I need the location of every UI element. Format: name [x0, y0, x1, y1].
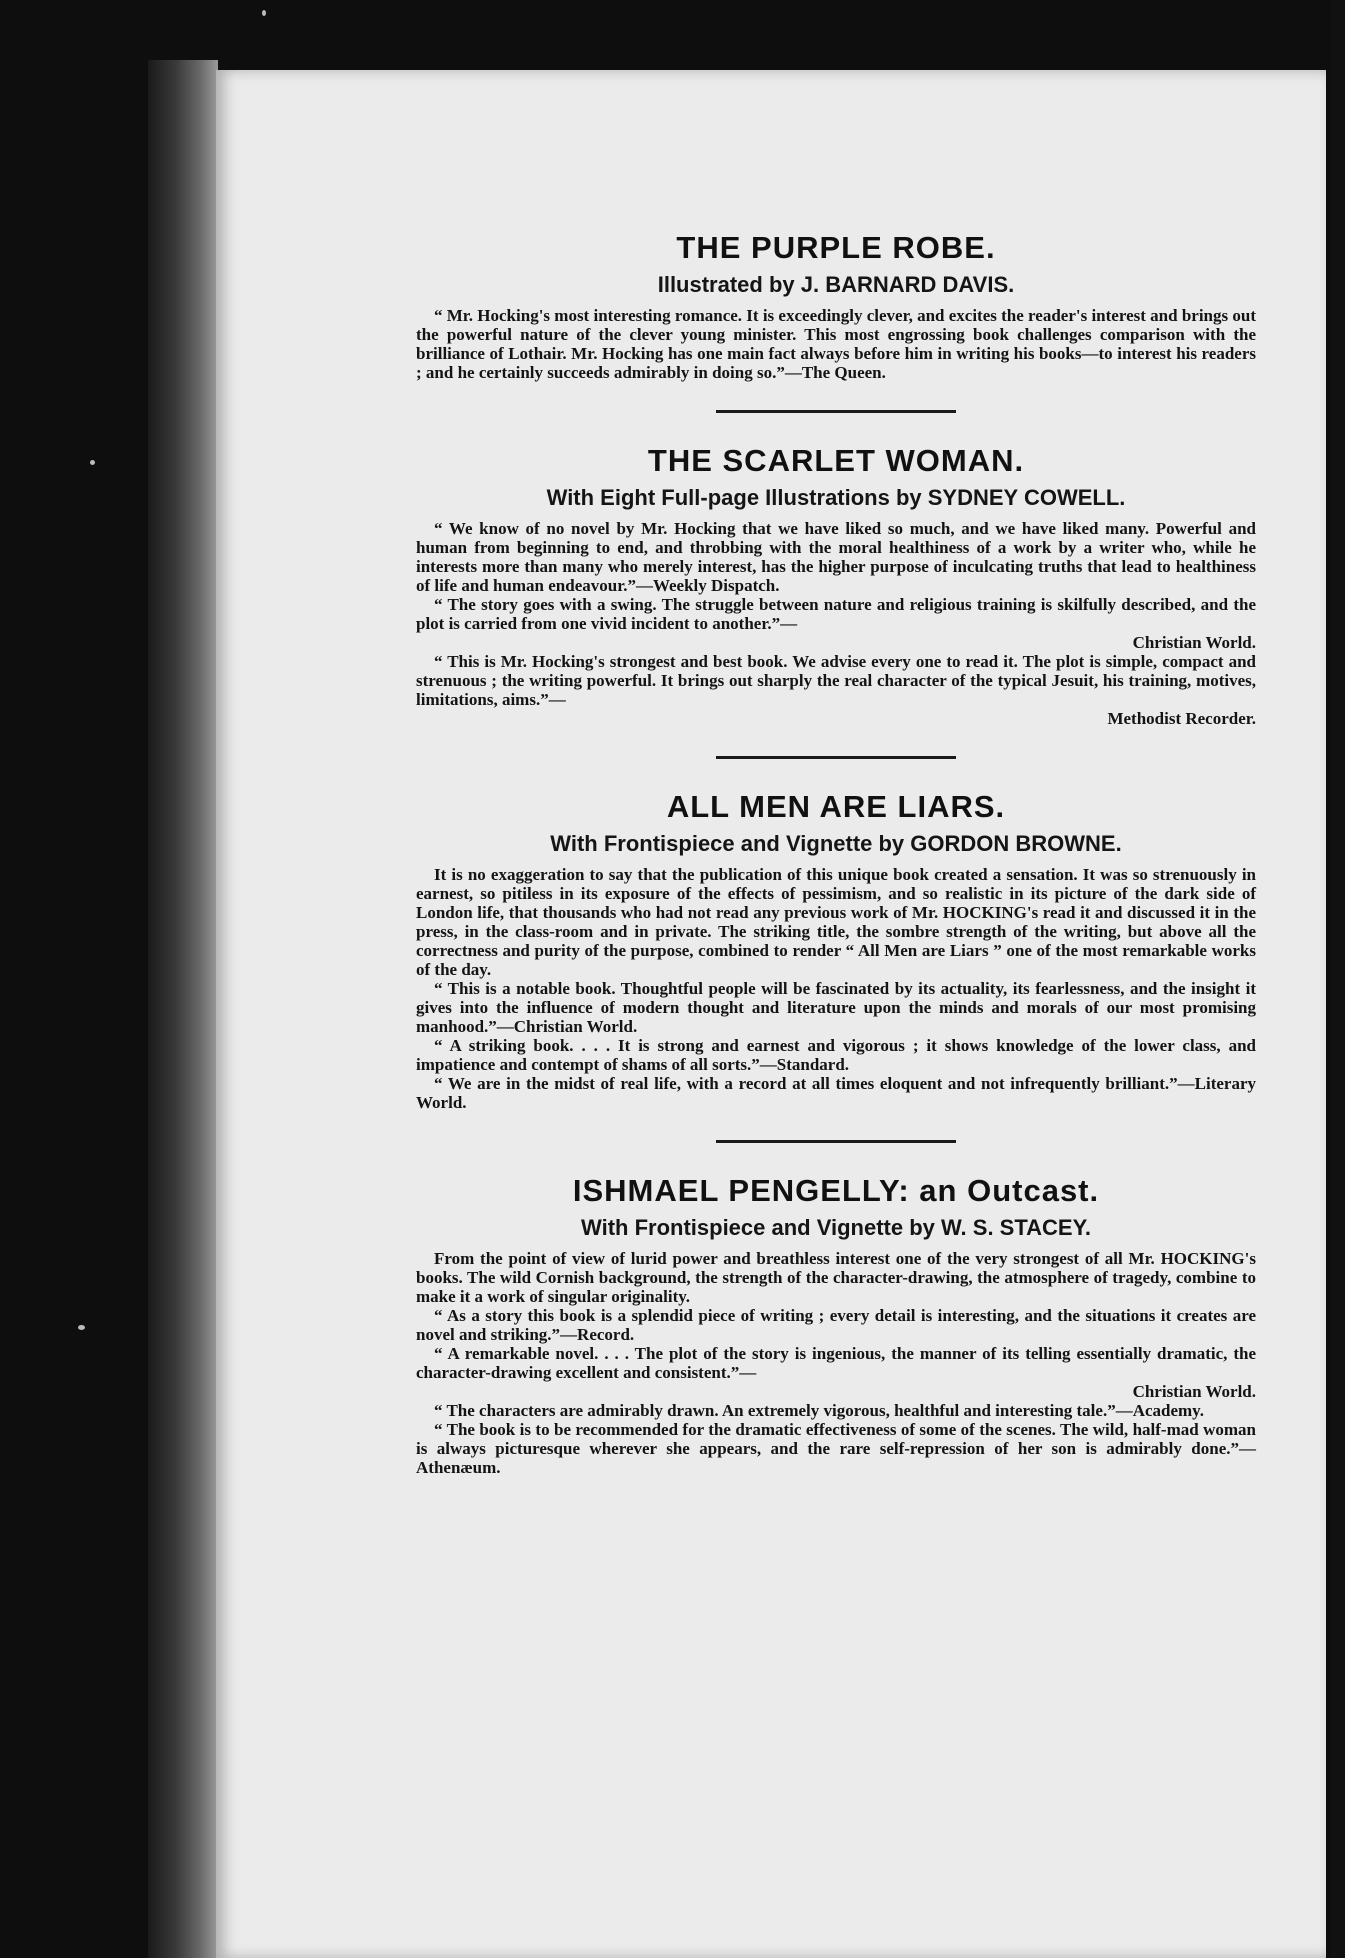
review-paragraph: “ A striking book. . . . It is strong and earnest and vigorous ; it shows knowledge of the lower class, and impatience and contempt of shams of all sorts.”—Standard.: [416, 1036, 1256, 1074]
review-paragraph: “ We know of no novel by Mr. Hocking that we have liked so much, and we have liked many. Powerful and human from beginning to end, and throbbing with the moral healthiness of a work by a writer who, while he interests more than many who merely interest, has the higher purpose of inculcating truths that lead to healthiness of life and human endeavour.”—Weekly Dispatch.: [416, 519, 1256, 595]
book-spine: [148, 60, 218, 1958]
book-illustrator: With Frontispiece and Vignette by W. S. STACEY.: [581, 1215, 1091, 1240]
book-listing-scarlet-woman: [416, 443, 1256, 728]
section-divider: [716, 410, 956, 413]
review-paragraph: “ The characters are admirably drawn. An extremely vigorous, healthful and interesting tale.”—Academy.: [434, 1401, 1204, 1420]
review-paragraph: “ This is Mr. Hocking's strongest and best book. We advise every one to read it. The plot is simple, compact and strenuous ; the writing powerful. It brings out sharply the real character of the typical Jesuit, his training, motives, limitations, aims.”—: [416, 652, 1256, 709]
book-title: THE SCARLET WOMAN.: [647, 443, 1025, 478]
review-attribution: Christian World.: [1132, 633, 1256, 652]
review-paragraph: “ The story goes with a swing. The struggle between nature and religious training is skilfully described, and the plot is carried from one vivid incident to another.”—: [416, 595, 1256, 633]
review-paragraph: “ This is a notable book. Thoughtful people will be fascinated by its actuality, its fearlessness, and the insight it gives into the influence of modern thought and literature upon the minds and morals of our most promising manhood.”—Christian World.: [416, 979, 1256, 1036]
book-listing-ishmael-pengelly: [416, 1173, 1256, 1477]
book-page: [216, 70, 1326, 1958]
review-attribution: Christian World.: [1132, 1382, 1256, 1401]
scan-edge: [1331, 0, 1345, 1958]
review-paragraph: “ The book is to be recommended for the dramatic effectiveness of some of the scenes. The wild, half-mad woman is always picturesque wherever she appears, and the rare self-repression of her son is admirably done.”—Athenæum.: [416, 1420, 1256, 1477]
review-paragraph: “ We are in the midst of real life, with a record at all times eloquent and not infrequently brilliant.”—Literary World.: [416, 1074, 1256, 1112]
section-divider: [716, 756, 956, 759]
book-listing-purple-robe: [416, 230, 1256, 382]
section-divider: [716, 1140, 956, 1143]
scan-speck: [78, 1325, 85, 1330]
review-paragraph: “ Mr. Hocking's most interesting romance. It is exceedingly clever, and excites the reader's interest and brings out the powerful nature of the clever young minister. This most engrossing book challenges comparison with the brilliance of Lothair. Mr. Hocking has one main fact always before him in writing his books—to interest his readers ; and he certainly succeeds admirably in doing so.”—The Queen.: [416, 306, 1256, 382]
page-content: [416, 230, 1256, 1477]
book-illustrator: Illustrated by J. BARNARD DAVIS.: [657, 272, 1015, 297]
review-paragraph: From the point of view of lurid power and breathless interest one of the very strongest of all Mr. HOCKING's books. The wild Cornish background, the strength of the character-drawing, the atmosphere of tragedy, combine to make it a work of singular originality.: [416, 1249, 1256, 1306]
book-listing-all-men-are-liars: [416, 789, 1256, 1112]
book-illustrator: With Eight Full-page Illustrations by SYDNEY COWELL.: [546, 485, 1126, 510]
review-attribution: Methodist Recorder.: [1107, 709, 1256, 728]
book-title: ISHMAEL PENGELLY: an Outcast.: [572, 1173, 1100, 1208]
book-title: THE PURPLE ROBE.: [676, 230, 996, 265]
book-title: ALL MEN ARE LIARS.: [666, 789, 1006, 824]
review-paragraph: “ As a story this book is a splendid piece of writing ; every detail is interesting, and the situations it creates are novel and striking.”—Record.: [416, 1306, 1256, 1344]
review-paragraph: “ A remarkable novel. . . . The plot of the story is ingenious, the manner of its telling essentially dramatic, the character-drawing excellent and consistent.”—: [416, 1344, 1256, 1382]
book-illustrator: With Frontispiece and Vignette by GORDON BROWNE.: [550, 831, 1122, 856]
scan-speck: [90, 460, 95, 465]
scan-speck: [262, 10, 266, 16]
review-paragraph: It is no exaggeration to say that the publication of this unique book created a sensation. It was so strenuously in earnest, so pitiless in its exposure of the effects of pessimism, and so realistic in its picture of the dark side of London life, that thousands who had not read any previous work of Mr. HOCKING's read it and discussed it in the press, in the class-room and in private. The striking title, the sombre strength of the writing, but above all the correctness and purity of the purpose, combined to render “ All Men are Liars ” one of the most remarkable works of the day.: [416, 865, 1256, 979]
